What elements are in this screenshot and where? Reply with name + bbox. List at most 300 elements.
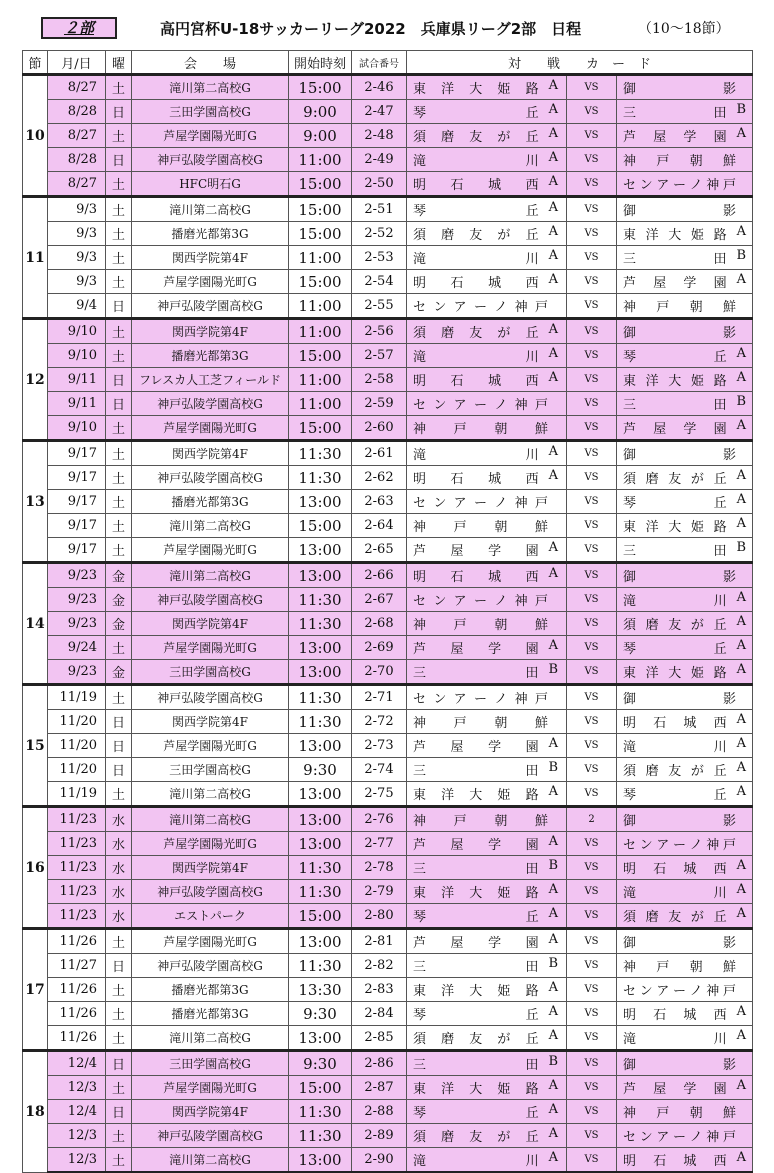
col-header-time: 開始時刻: [289, 51, 352, 75]
table-row: [23, 197, 753, 222]
match-number: 2-80: [352, 904, 407, 929]
match-venue: 三田学園高校G: [132, 100, 289, 124]
away-team: [617, 1026, 753, 1051]
match-venue: 関西学院第4F: [132, 856, 289, 880]
schedule-body: [23, 75, 753, 1173]
match-day: 日: [106, 100, 132, 124]
kickoff-time: 13:00: [289, 490, 352, 514]
kickoff-time: 13:00: [289, 660, 352, 685]
home-team: [407, 270, 567, 294]
round-number: 16: [23, 807, 48, 929]
away-team-name: 滝 川: [623, 594, 727, 609]
away-team-suffix: A: [736, 272, 747, 287]
match-day: 土: [106, 1148, 132, 1173]
away-team: [617, 1148, 753, 1173]
match-date: 9/3: [48, 197, 106, 222]
away-team: [617, 197, 753, 222]
home-team: [407, 660, 567, 685]
kickoff-time: 13:00: [289, 734, 352, 758]
col-header-card: 対 戦 カ ー ド: [407, 51, 753, 75]
home-team-suffix: B: [548, 858, 558, 873]
match-number: 2-78: [352, 856, 407, 880]
match-day: 日: [106, 294, 132, 319]
away-team: [617, 441, 753, 466]
match-date: 11/19: [48, 782, 106, 807]
round-number: 18: [23, 1051, 48, 1173]
vs-label: VS: [567, 710, 617, 734]
home-team-suffix: B: [548, 1054, 558, 1069]
col-header-round: 節: [23, 51, 48, 75]
home-team-name: 神 戸 朝 鮮: [413, 716, 548, 731]
match-number: 2-46: [352, 75, 407, 100]
home-team-suffix: A: [548, 78, 558, 93]
away-team: [617, 1002, 753, 1026]
match-venue: 芦屋学園陽光町G: [132, 1076, 289, 1100]
division-badge: ２部: [41, 17, 117, 39]
match-date: 11/19: [48, 685, 106, 710]
match-venue: 三田学園高校G: [132, 758, 289, 782]
home-team: [407, 832, 567, 856]
home-team-name: 三 田: [413, 960, 539, 975]
home-team-name: 芦 屋 学 園: [413, 740, 539, 755]
table-row: [23, 880, 753, 904]
vs-label: VS: [567, 392, 617, 416]
match-venue: 関西学院第4F: [132, 319, 289, 344]
home-team-name: 琴 丘: [413, 106, 539, 121]
match-number: 2-63: [352, 490, 407, 514]
home-team: [407, 685, 567, 710]
match-date: 11/26: [48, 929, 106, 954]
home-team-name: 琴 丘: [413, 1008, 539, 1023]
home-team: [407, 1124, 567, 1148]
away-team: [617, 368, 753, 392]
home-team-name: 明 石 城 西: [413, 178, 539, 193]
away-team-name: 東 洋 大 姫 路: [623, 520, 727, 535]
match-number: 2-74: [352, 758, 407, 782]
table-row: [23, 416, 753, 441]
away-team: [617, 270, 753, 294]
match-day: 土: [106, 466, 132, 490]
match-date: 9/3: [48, 246, 106, 270]
home-team-name: 東 洋 大 姫 路: [413, 984, 539, 999]
match-date: 9/10: [48, 344, 106, 368]
away-team: [617, 514, 753, 538]
home-team: [407, 538, 567, 563]
table-row: [23, 124, 753, 148]
away-team-suffix: B: [736, 248, 747, 263]
home-team-name: 芦 屋 学 園: [413, 838, 539, 853]
home-team-suffix: A: [548, 540, 558, 555]
round-number: 12: [23, 319, 48, 441]
match-date: 9/10: [48, 319, 106, 344]
match-venue: 関西学院第4F: [132, 441, 289, 466]
kickoff-time: 13:00: [289, 807, 352, 832]
vs-label: VS: [567, 75, 617, 100]
home-team-name: 東 洋 大 姫 路: [413, 886, 539, 901]
home-team: [407, 563, 567, 588]
table-row: [23, 978, 753, 1002]
home-team-name: 滝 川: [413, 448, 539, 463]
home-team: [407, 807, 567, 832]
away-team: [617, 954, 753, 978]
match-day: 土: [106, 172, 132, 197]
match-day: 水: [106, 880, 132, 904]
home-team: [407, 466, 567, 490]
table-row: [23, 758, 753, 782]
vs-label: VS: [567, 880, 617, 904]
vs-label: VS: [567, 832, 617, 856]
match-day: 土: [106, 1026, 132, 1051]
home-team-suffix: A: [548, 370, 558, 385]
match-day: 土: [106, 246, 132, 270]
match-venue: HFC明石G: [132, 172, 289, 197]
table-row: [23, 514, 753, 538]
home-team-name: セ ン ア ー ノ 神 戸: [413, 398, 548, 413]
away-team: [617, 563, 753, 588]
match-day: 日: [106, 710, 132, 734]
match-day: 日: [106, 734, 132, 758]
kickoff-time: 11:30: [289, 441, 352, 466]
kickoff-time: 9:30: [289, 758, 352, 782]
home-team: [407, 100, 567, 124]
table-row: [23, 1002, 753, 1026]
match-number: 2-73: [352, 734, 407, 758]
match-number: 2-69: [352, 636, 407, 660]
vs-label: VS: [567, 514, 617, 538]
vs-label: VS: [567, 954, 617, 978]
match-day: 土: [106, 441, 132, 466]
match-number: 2-61: [352, 441, 407, 466]
home-team: [407, 1148, 567, 1173]
match-number: 2-76: [352, 807, 407, 832]
match-number: 2-82: [352, 954, 407, 978]
vs-label: VS: [567, 1051, 617, 1076]
match-venue: 三田学園高校G: [132, 660, 289, 685]
away-team-suffix: A: [736, 1004, 747, 1019]
home-team-suffix: A: [548, 1150, 558, 1165]
away-team-name: 明 石 城 西: [623, 1008, 727, 1023]
table-row: [23, 466, 753, 490]
vs-label: VS: [567, 782, 617, 807]
match-date: 12/4: [48, 1100, 106, 1124]
home-team: [407, 246, 567, 270]
match-venue: 神戸弘陵学園高校G: [132, 1124, 289, 1148]
vs-label: VS: [567, 538, 617, 563]
table-row: [23, 612, 753, 636]
away-team-name: 御 影: [623, 1058, 737, 1073]
match-venue: 神戸弘陵学園高校G: [132, 685, 289, 710]
away-team-name: 東 洋 大 姫 路: [623, 374, 727, 389]
match-day: 金: [106, 588, 132, 612]
kickoff-time: 9:00: [289, 124, 352, 148]
vs-label: VS: [567, 563, 617, 588]
away-team: [617, 929, 753, 954]
away-team-suffix: A: [736, 760, 747, 775]
vs-label: VS: [567, 441, 617, 466]
away-team-name: 芦 屋 学 園: [623, 1082, 727, 1097]
match-date: 9/17: [48, 466, 106, 490]
home-team-name: 芦 屋 学 園: [413, 936, 539, 951]
match-day: 土: [106, 929, 132, 954]
home-team-name: 須 磨 友 が 丘: [413, 228, 539, 243]
kickoff-time: 15:00: [289, 1076, 352, 1100]
away-team-suffix: A: [736, 1150, 747, 1165]
vs-label: VS: [567, 929, 617, 954]
away-team-suffix: A: [736, 906, 747, 921]
home-team-suffix: A: [548, 566, 558, 581]
table-row: [23, 807, 753, 832]
away-team: [617, 807, 753, 832]
kickoff-time: 13:00: [289, 636, 352, 660]
match-number: 2-81: [352, 929, 407, 954]
match-day: 日: [106, 954, 132, 978]
match-venue: 芦屋学園陽光町G: [132, 832, 289, 856]
match-day: 日: [106, 148, 132, 172]
match-number: 2-83: [352, 978, 407, 1002]
away-team-suffix: A: [736, 418, 747, 433]
away-team-name: 東 洋 大 姫 路: [623, 228, 727, 243]
away-team-name: 芦 屋 学 園: [623, 422, 727, 437]
kickoff-time: 13:00: [289, 563, 352, 588]
table-row: [23, 588, 753, 612]
away-team-name: 神 戸 朝 鮮: [623, 1106, 736, 1121]
match-date: 9/23: [48, 612, 106, 636]
match-venue: 滝川第二高校G: [132, 1148, 289, 1173]
home-team: [407, 1002, 567, 1026]
match-day: 水: [106, 807, 132, 832]
kickoff-time: 15:00: [289, 904, 352, 929]
home-team-name: 神 戸 朝 鮮: [413, 422, 548, 437]
vs-label: VS: [567, 344, 617, 368]
table-row: [23, 172, 753, 197]
kickoff-time: 11:30: [289, 685, 352, 710]
home-team: [407, 734, 567, 758]
away-team: [617, 710, 753, 734]
match-number: 2-71: [352, 685, 407, 710]
vs-label: VS: [567, 612, 617, 636]
match-date: 11/26: [48, 1002, 106, 1026]
match-day: 土: [106, 270, 132, 294]
vs-label: VS: [567, 197, 617, 222]
away-team: [617, 490, 753, 514]
table-row: [23, 954, 753, 978]
match-venue: 神戸弘陵学園高校G: [132, 148, 289, 172]
kickoff-time: 9:00: [289, 100, 352, 124]
home-team-name: 明 石 城 西: [413, 276, 539, 291]
kickoff-time: 13:00: [289, 1148, 352, 1173]
match-day: 土: [106, 1076, 132, 1100]
match-date: 11/23: [48, 807, 106, 832]
home-team-suffix: A: [548, 102, 558, 117]
home-team: [407, 880, 567, 904]
match-number: 2-56: [352, 319, 407, 344]
match-venue: 滝川第二高校G: [132, 75, 289, 100]
vs-label: VS: [567, 100, 617, 124]
home-team: [407, 490, 567, 514]
match-date: 9/3: [48, 222, 106, 246]
home-team: [407, 416, 567, 441]
away-team: [617, 392, 753, 416]
kickoff-time: 15:00: [289, 172, 352, 197]
home-team-suffix: A: [548, 1078, 558, 1093]
kickoff-time: 11:30: [289, 612, 352, 636]
away-team: [617, 588, 753, 612]
vs-label: VS: [567, 636, 617, 660]
match-venue: 播磨光都第3G: [132, 344, 289, 368]
home-team-suffix: A: [548, 980, 558, 995]
away-team: [617, 75, 753, 100]
match-number: 2-85: [352, 1026, 407, 1051]
home-team: [407, 148, 567, 172]
match-day: 土: [106, 636, 132, 660]
match-venue: 播磨光都第3G: [132, 490, 289, 514]
match-date: 11/20: [48, 710, 106, 734]
vs-label: VS: [567, 490, 617, 514]
away-team-suffix: B: [736, 102, 747, 117]
match-venue: 滝川第二高校G: [132, 197, 289, 222]
away-team-name: 芦 屋 学 園: [623, 130, 727, 145]
match-number: 2-88: [352, 1100, 407, 1124]
home-team-suffix: B: [548, 760, 558, 775]
match-date: 11/27: [48, 954, 106, 978]
match-number: 2-52: [352, 222, 407, 246]
table-row: [23, 832, 753, 856]
table-row: [23, 1026, 753, 1051]
table-row: [23, 441, 753, 466]
match-date: 12/3: [48, 1124, 106, 1148]
match-date: 9/17: [48, 490, 106, 514]
table-row: [23, 1124, 753, 1148]
home-team-suffix: A: [548, 784, 558, 799]
home-team: [407, 368, 567, 392]
away-team-name: 神 戸 朝 鮮: [623, 960, 736, 975]
match-day: 土: [106, 1002, 132, 1026]
match-date: 8/27: [48, 124, 106, 148]
table-row: [23, 782, 753, 807]
table-row: [23, 660, 753, 685]
kickoff-time: 15:00: [289, 416, 352, 441]
away-team-suffix: A: [736, 736, 747, 751]
match-venue: 芦屋学園陽光町G: [132, 416, 289, 441]
table-row: [23, 270, 753, 294]
match-number: 2-50: [352, 172, 407, 197]
table-row: [23, 710, 753, 734]
away-team-suffix: B: [736, 540, 747, 555]
home-team: [407, 514, 567, 538]
home-team: [407, 441, 567, 466]
kickoff-time: 11:30: [289, 588, 352, 612]
vs-label: VS: [567, 1002, 617, 1026]
away-team: [617, 124, 753, 148]
match-number: 2-67: [352, 588, 407, 612]
vs-label: VS: [567, 294, 617, 319]
match-date: 12/4: [48, 1051, 106, 1076]
vs-label: VS: [567, 124, 617, 148]
home-team: [407, 588, 567, 612]
home-team-name: 滝 川: [413, 1154, 539, 1169]
match-venue: 三田学園高校G: [132, 1051, 289, 1076]
away-team-suffix: A: [736, 346, 747, 361]
round-number: 17: [23, 929, 48, 1051]
round-number: 13: [23, 441, 48, 563]
vs-label: VS: [567, 1100, 617, 1124]
home-team-name: セ ン ア ー ノ 神 戸: [413, 496, 548, 511]
match-number: 2-65: [352, 538, 407, 563]
home-team: [407, 782, 567, 807]
match-day: 土: [106, 75, 132, 100]
match-day: 土: [106, 782, 132, 807]
away-team-name: 須 磨 友 が 丘: [623, 472, 727, 487]
kickoff-time: 11:00: [289, 246, 352, 270]
home-team-suffix: A: [548, 1004, 558, 1019]
kickoff-time: 15:00: [289, 344, 352, 368]
vs-label: VS: [567, 978, 617, 1002]
table-row: [23, 1051, 753, 1076]
home-team-suffix: A: [548, 1126, 558, 1141]
home-team-name: 須 磨 友 が 丘: [413, 326, 539, 341]
match-venue: 滝川第二高校G: [132, 563, 289, 588]
kickoff-time: 9:30: [289, 1002, 352, 1026]
away-team-suffix: A: [736, 224, 747, 239]
away-team-name: 御 影: [623, 692, 737, 707]
away-team-name: 滝 川: [623, 886, 727, 901]
away-team: [617, 344, 753, 368]
match-venue: 関西学院第4F: [132, 1100, 289, 1124]
match-venue: 播磨光都第3G: [132, 1002, 289, 1026]
home-team-name: 琴 丘: [413, 204, 539, 219]
vs-label: VS: [567, 1124, 617, 1148]
away-team: [617, 734, 753, 758]
match-date: 8/28: [48, 100, 106, 124]
vs-label: VS: [567, 588, 617, 612]
away-team: [617, 416, 753, 441]
vs-label: VS: [567, 660, 617, 685]
away-team: [617, 904, 753, 929]
vs-label: VS: [567, 758, 617, 782]
round-number: 11: [23, 197, 48, 319]
match-venue: 芦屋学園陽光町G: [132, 270, 289, 294]
match-day: 水: [106, 856, 132, 880]
match-date: 11/23: [48, 832, 106, 856]
table-row: [23, 734, 753, 758]
vs-label: VS: [567, 466, 617, 490]
match-venue: 芦屋学園陽光町G: [132, 538, 289, 563]
page-title: 高円宮杯U-18サッカーリーグ2022 兵庫県リーグ2部 日程: [160, 20, 582, 38]
match-number: 2-89: [352, 1124, 407, 1148]
home-team-name: セ ン ア ー ノ 神 戸: [413, 692, 548, 707]
match-number: 2-57: [352, 344, 407, 368]
vs-label: 2: [567, 807, 617, 832]
match-venue: 芦屋学園陽光町G: [132, 734, 289, 758]
home-team: [407, 710, 567, 734]
kickoff-time: 11:00: [289, 368, 352, 392]
kickoff-time: 11:30: [289, 466, 352, 490]
match-date: 9/4: [48, 294, 106, 319]
vs-label: VS: [567, 685, 617, 710]
home-team: [407, 1076, 567, 1100]
away-team-name: セ ン ア ー ノ 神 戸: [623, 1130, 736, 1145]
match-date: 9/23: [48, 563, 106, 588]
home-team-name: 芦 屋 学 園: [413, 544, 539, 559]
match-number: 2-86: [352, 1051, 407, 1076]
match-day: 水: [106, 832, 132, 856]
home-team-suffix: A: [548, 468, 558, 483]
home-team: [407, 197, 567, 222]
round-range: （10〜18節）: [638, 21, 730, 37]
match-venue: 関西学院第4F: [132, 246, 289, 270]
table-row: [23, 246, 753, 270]
home-team-name: 神 戸 朝 鮮: [413, 520, 548, 535]
